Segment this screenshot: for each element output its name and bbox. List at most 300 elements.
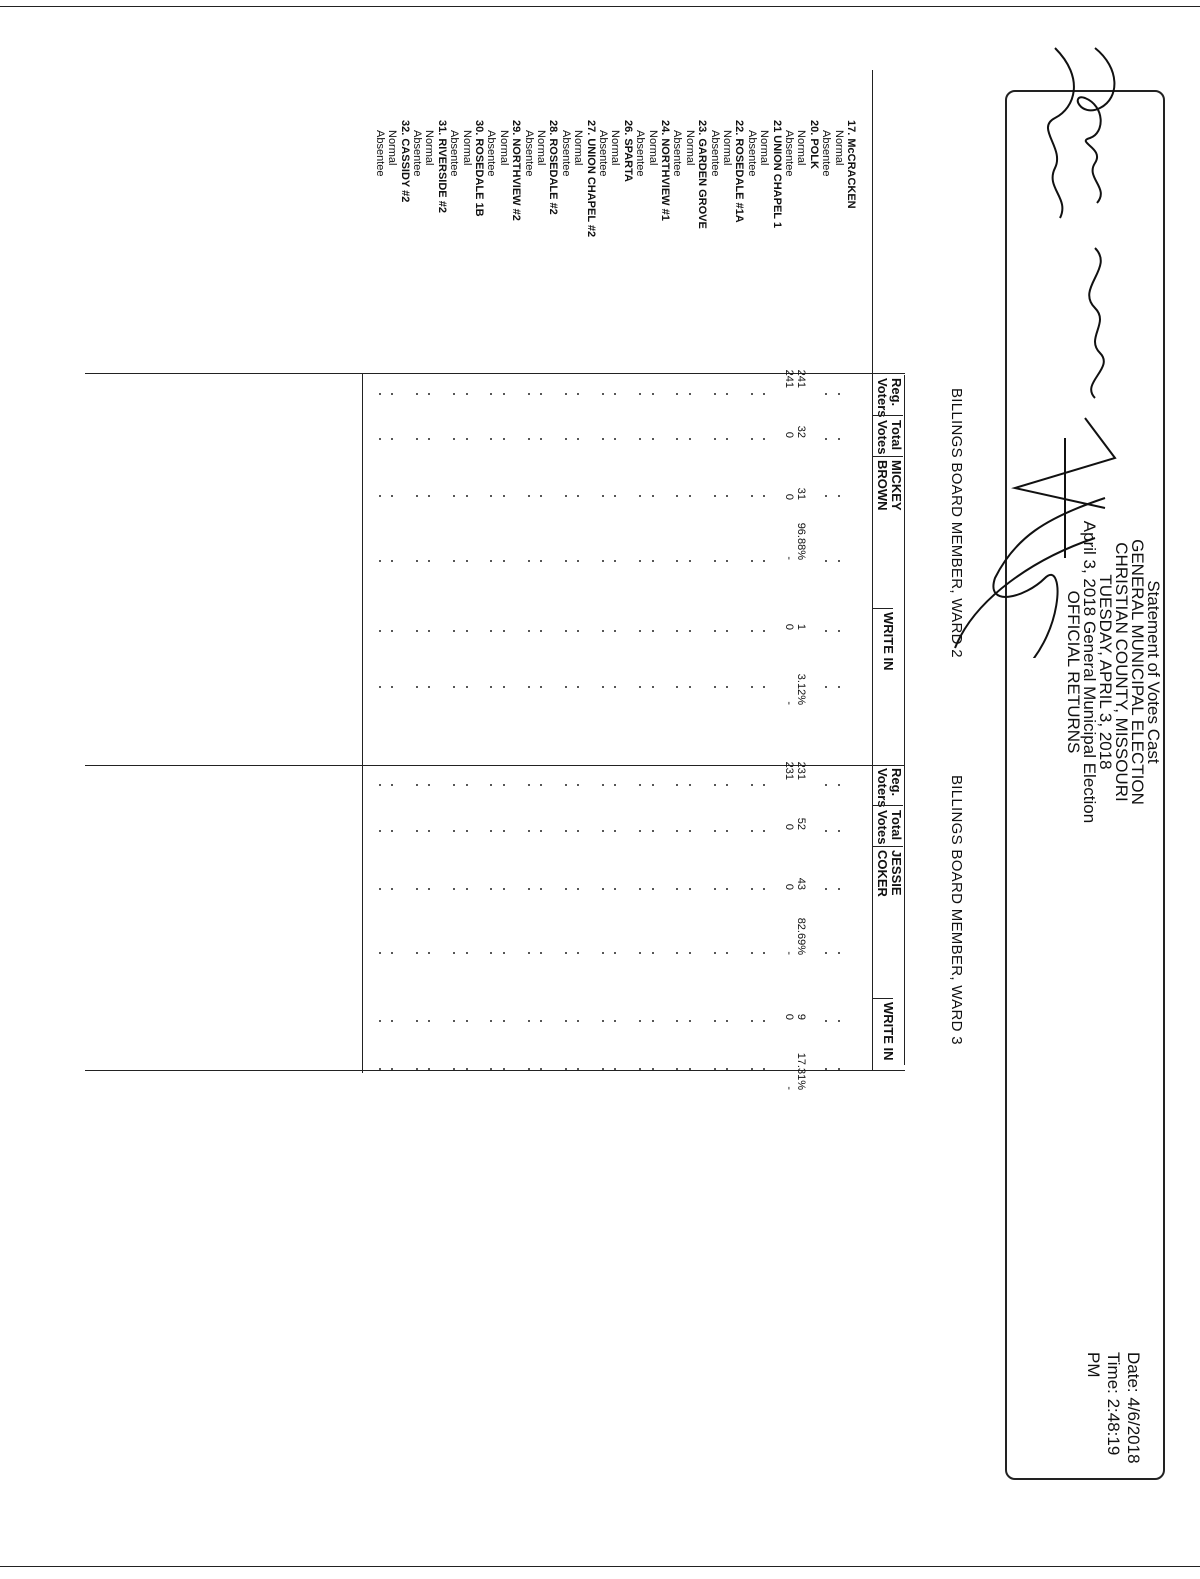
placeholder-dot [466, 686, 468, 688]
placeholder-dot [751, 393, 753, 395]
placeholder-dot [379, 888, 381, 890]
precinct-label: 17. McCRACKEN [845, 120, 857, 209]
placeholder-dot [565, 686, 567, 688]
placeholder-dot [763, 784, 765, 786]
placeholder-dot [503, 1020, 505, 1022]
placeholder-dot [453, 784, 455, 786]
placeholder-dot [652, 1068, 654, 1070]
placeholder-dot [428, 393, 430, 395]
header-rule [872, 70, 873, 1070]
placeholder-dot [565, 1068, 567, 1070]
placeholder-dot [528, 495, 530, 497]
placeholder-dot [714, 393, 716, 395]
placeholder-dot [602, 560, 604, 562]
placeholder-dot [689, 393, 691, 395]
placeholder-dot [825, 495, 827, 497]
placeholder-dot [689, 784, 691, 786]
placeholder-dot [577, 784, 579, 786]
placeholder-dot [453, 1020, 455, 1022]
placeholder-dot [453, 560, 455, 562]
vote-cell: - [783, 951, 795, 955]
placeholder-dot [614, 438, 616, 440]
placeholder-dot [639, 686, 641, 688]
placeholder-dot [379, 393, 381, 395]
placeholder-dot [602, 830, 604, 832]
row-sublabel: Absentee [559, 130, 572, 177]
placeholder-dot [825, 784, 827, 786]
placeholder-dot [490, 784, 492, 786]
placeholder-dot [838, 1068, 840, 1070]
placeholder-dot [528, 560, 530, 562]
placeholder-dot [714, 495, 716, 497]
placeholder-dot [602, 630, 604, 632]
placeholder-dot [751, 560, 753, 562]
placeholder-dot [453, 495, 455, 497]
column-header-top-rule [904, 375, 905, 1065]
placeholder-dot [714, 952, 716, 954]
placeholder-dot [503, 830, 505, 832]
placeholder-dot [565, 1020, 567, 1022]
placeholder-dot [689, 888, 691, 890]
placeholder-dot [763, 686, 765, 688]
row-sublabel: Absentee [783, 130, 795, 177]
placeholder-dot [391, 686, 393, 688]
placeholder-dot [503, 495, 505, 497]
report-date: Date: 4/6/2018 [1124, 1352, 1143, 1464]
placeholder-dot [416, 952, 418, 954]
row-sublabel: Absentee [448, 130, 461, 177]
placeholder-dot [577, 888, 579, 890]
placeholder-dot [602, 1020, 604, 1022]
placeholder-dot [565, 495, 567, 497]
placeholder-dot [503, 630, 505, 632]
placeholder-dot [751, 1020, 753, 1022]
placeholder-dot [751, 952, 753, 954]
placeholder-dot [466, 1068, 468, 1070]
placeholder-dot [528, 784, 530, 786]
placeholder-dot [391, 438, 393, 440]
placeholder-dot [540, 888, 542, 890]
precinct-label: 28. ROSEDALE #2 [547, 120, 560, 215]
placeholder-dot [466, 888, 468, 890]
placeholder-dot [565, 438, 567, 440]
signature-stroke [1089, 248, 1104, 398]
placeholder-dot [726, 393, 728, 395]
placeholder-dot [528, 686, 530, 688]
precinct-label: 27. UNION CHAPEL #2 [584, 120, 597, 238]
race-divider-right [85, 1070, 905, 1071]
placeholder-dot [751, 830, 753, 832]
placeholder-dot [428, 1020, 430, 1022]
placeholder-dot [391, 630, 393, 632]
col-total-votes: Total Votes [875, 420, 904, 455]
placeholder-dot [503, 393, 505, 395]
placeholder-dot [416, 495, 418, 497]
row-sublabel: Absentee [634, 130, 647, 177]
row-sublabel: Absentee [745, 130, 758, 177]
vote-cell: 231 [795, 761, 808, 780]
placeholder-dot [466, 830, 468, 832]
placeholder-dot [838, 952, 840, 954]
signature-scribbles [945, 38, 1125, 658]
title-line: Statement of Votes Cast [1144, 580, 1163, 764]
vote-cell: 241 [783, 369, 795, 388]
placeholder-dot [379, 686, 381, 688]
placeholder-dot [577, 560, 579, 562]
placeholder-dot [602, 784, 604, 786]
placeholder-dot [726, 952, 728, 954]
placeholder-dot [416, 1020, 418, 1022]
placeholder-dot [763, 495, 765, 497]
placeholder-dot [676, 630, 678, 632]
vote-cell: 231 [783, 761, 795, 780]
placeholder-dot [838, 560, 840, 562]
placeholder-dot [652, 952, 654, 954]
placeholder-dot [838, 438, 840, 440]
title-line: GENERAL MUNICIPAL ELECTION [1128, 539, 1147, 805]
placeholder-dot [689, 1020, 691, 1022]
placeholder-dot [540, 630, 542, 632]
placeholder-dot [490, 560, 492, 562]
placeholder-dot [379, 1020, 381, 1022]
placeholder-dot [577, 686, 579, 688]
placeholder-dot [453, 686, 455, 688]
placeholder-dot [490, 1020, 492, 1022]
row-sublabel: Absentee [708, 130, 721, 177]
placeholder-dot [391, 888, 393, 890]
placeholder-dot [689, 438, 691, 440]
placeholder-dot [689, 560, 691, 562]
placeholder-dot [528, 952, 530, 954]
vote-cell: 0 [783, 883, 795, 890]
vote-cell: 3.12% [795, 673, 808, 705]
placeholder-dot [379, 784, 381, 786]
placeholder-dot [714, 438, 716, 440]
placeholder-dot [614, 630, 616, 632]
vote-cell: 43 [795, 877, 808, 890]
rotated-report-page [35, 40, 1165, 1540]
placeholder-dot [602, 438, 604, 440]
placeholder-dot [639, 393, 641, 395]
placeholder-dot [689, 830, 691, 832]
vote-cell: 52 [795, 817, 808, 830]
placeholder-dot [503, 560, 505, 562]
placeholder-dot [503, 952, 505, 954]
placeholder-dot [528, 630, 530, 632]
placeholder-dot [577, 438, 579, 440]
placeholder-dot [602, 686, 604, 688]
placeholder-dot [428, 830, 430, 832]
placeholder-dot [614, 952, 616, 954]
placeholder-dot [577, 393, 579, 395]
row-sublabel: Absentee [522, 130, 535, 177]
placeholder-dot [726, 1020, 728, 1022]
col-sep [873, 415, 903, 416]
placeholder-dot [825, 438, 827, 440]
placeholder-dot [540, 393, 542, 395]
placeholder-dot [763, 393, 765, 395]
placeholder-dot [379, 630, 381, 632]
row-sublabel: Normal [646, 130, 659, 166]
signature-stroke [1048, 48, 1074, 218]
placeholder-dot [614, 784, 616, 786]
placeholder-dot [652, 560, 654, 562]
vote-cell: 17.31% [795, 1052, 808, 1090]
vote-cell: 96.88% [795, 522, 808, 560]
placeholder-dot [453, 438, 455, 440]
top-edge-line [0, 6, 1200, 7]
race-divider-mid [85, 765, 905, 766]
precinct-label: 30. ROSEDALE 1B [473, 120, 485, 217]
placeholder-dot [503, 686, 505, 688]
table-bottom-rule [362, 373, 363, 1073]
placeholder-dot [466, 560, 468, 562]
placeholder-dot [528, 830, 530, 832]
placeholder-dot [528, 393, 530, 395]
vote-cell: 241 [795, 369, 808, 388]
placeholder-dot [540, 1020, 542, 1022]
placeholder-dot [528, 888, 530, 890]
placeholder-dot [503, 784, 505, 786]
col-total-votes: Total Votes [875, 810, 904, 845]
row-sublabel: Normal [758, 130, 771, 166]
race-divider-left [85, 373, 905, 374]
placeholder-dot [825, 888, 827, 890]
placeholder-dot [503, 1068, 505, 1070]
row-sublabel: Absentee [485, 130, 498, 177]
placeholder-dot [825, 630, 827, 632]
placeholder-dot [565, 830, 567, 832]
placeholder-dot [726, 438, 728, 440]
vote-cell: 31 [795, 487, 808, 500]
vote-cell: 0 [783, 823, 795, 830]
placeholder-dot [466, 1020, 468, 1022]
col-candidate-brown: MICKEY BROWN [875, 460, 904, 511]
placeholder-dot [676, 686, 678, 688]
row-sublabel: Normal [609, 130, 622, 166]
placeholder-dot [577, 495, 579, 497]
placeholder-dot [714, 686, 716, 688]
row-sublabel: Normal [832, 130, 845, 166]
col-sep [873, 998, 893, 999]
placeholder-dot [428, 952, 430, 954]
precinct-label: 22. ROSEDALE #1A [733, 120, 746, 223]
precinct-label: 32. CASSIDY #2 [398, 120, 411, 203]
placeholder-dot [466, 952, 468, 954]
placeholder-dot [453, 393, 455, 395]
vote-cell: 0 [783, 493, 795, 500]
placeholder-dot [503, 888, 505, 890]
placeholder-dot [676, 952, 678, 954]
placeholder-dot [714, 888, 716, 890]
placeholder-dot [416, 1068, 418, 1070]
placeholder-dot [652, 686, 654, 688]
placeholder-dot [428, 686, 430, 688]
placeholder-dot [614, 1020, 616, 1022]
placeholder-dot [379, 1068, 381, 1070]
row-sublabel: Normal [795, 130, 808, 166]
placeholder-dot [639, 888, 641, 890]
placeholder-dot [416, 784, 418, 786]
row-sublabel: Normal [572, 130, 585, 166]
race-title-ward-2: BILLINGS BOARD MEMBER, WARD 2 [948, 388, 965, 658]
placeholder-dot [714, 830, 716, 832]
report-time: Time: 2:48:19 PM [1084, 1352, 1123, 1456]
signature-stroke [993, 498, 1105, 658]
placeholder-dot [416, 630, 418, 632]
placeholder-dot [565, 784, 567, 786]
placeholder-dot [565, 952, 567, 954]
placeholder-dot [825, 1020, 827, 1022]
placeholder-dot [726, 888, 728, 890]
row-sublabel: Absentee [411, 130, 423, 177]
title-line: TUESDAY, APRIL 3, 2018 [1096, 574, 1115, 770]
placeholder-dot [639, 1020, 641, 1022]
placeholder-dot [838, 630, 840, 632]
placeholder-dot [639, 438, 641, 440]
row-sublabel: Normal [683, 130, 696, 166]
placeholder-dot [689, 630, 691, 632]
vote-cell: 9 [795, 1013, 808, 1020]
placeholder-dot [652, 888, 654, 890]
placeholder-dot [676, 830, 678, 832]
placeholder-dot [565, 888, 567, 890]
placeholder-dot [614, 560, 616, 562]
placeholder-dot [639, 630, 641, 632]
row-sublabel: Absentee [671, 130, 684, 177]
placeholder-dot [763, 952, 765, 954]
placeholder-dot [652, 784, 654, 786]
precinct-label: 29. NORTHVIEW #2 [510, 120, 523, 221]
placeholder-dot [763, 830, 765, 832]
placeholder-dot [466, 784, 468, 786]
placeholder-dot [453, 630, 455, 632]
placeholder-dot [528, 1068, 530, 1070]
placeholder-dot [726, 784, 728, 786]
placeholder-dot [714, 784, 716, 786]
placeholder-dot [490, 393, 492, 395]
row-sublabel: Normal [535, 130, 547, 166]
vote-cell: - [783, 1086, 795, 1090]
placeholder-dot [838, 686, 840, 688]
placeholder-dot [490, 686, 492, 688]
placeholder-dot [602, 888, 604, 890]
placeholder-dot [676, 784, 678, 786]
placeholder-dot [602, 393, 604, 395]
col-sep [873, 456, 903, 457]
signature-stroke [955, 538, 1095, 648]
placeholder-dot [466, 495, 468, 497]
placeholder-dot [577, 830, 579, 832]
signature-stroke [1078, 48, 1115, 203]
col-writein: WRITE IN [881, 1002, 896, 1061]
placeholder-dot [652, 438, 654, 440]
signature-stroke [1015, 418, 1115, 558]
placeholder-dot [751, 1068, 753, 1070]
placeholder-dot [428, 560, 430, 562]
title-line: OFFICIAL RETURNS [1064, 590, 1083, 754]
placeholder-dot [428, 438, 430, 440]
placeholder-dot [838, 1020, 840, 1022]
placeholder-dot [676, 888, 678, 890]
precinct-label: 24. NORTHVIEW #1 [659, 120, 671, 221]
placeholder-dot [602, 495, 604, 497]
placeholder-dot [652, 393, 654, 395]
vote-cell: 0 [783, 431, 795, 438]
placeholder-dot [391, 393, 393, 395]
placeholder-dot [751, 630, 753, 632]
placeholder-dot [602, 1068, 604, 1070]
placeholder-dot [577, 630, 579, 632]
precinct-label: 26. SPARTA [621, 120, 634, 182]
vote-cell: 82.69% [795, 917, 808, 955]
placeholder-dot [565, 393, 567, 395]
placeholder-dot [416, 830, 418, 832]
col-reg-voters: Reg. Voters [875, 378, 904, 418]
placeholder-dot [540, 495, 542, 497]
placeholder-dot [639, 784, 641, 786]
placeholder-dot [838, 888, 840, 890]
vote-cell: - [783, 556, 795, 560]
placeholder-dot [466, 393, 468, 395]
placeholder-dot [825, 952, 827, 954]
placeholder-dot [614, 830, 616, 832]
placeholder-dot [676, 393, 678, 395]
placeholder-dot [391, 560, 393, 562]
placeholder-dot [565, 630, 567, 632]
placeholder-dot [416, 686, 418, 688]
placeholder-dot [676, 560, 678, 562]
placeholder-dot [379, 495, 381, 497]
placeholder-dot [726, 630, 728, 632]
placeholder-dot [825, 686, 827, 688]
placeholder-dot [639, 495, 641, 497]
vote-cell: 0 [783, 1013, 795, 1020]
placeholder-dot [751, 888, 753, 890]
placeholder-dot [763, 1020, 765, 1022]
placeholder-dot [540, 830, 542, 832]
placeholder-dot [528, 438, 530, 440]
placeholder-dot [540, 438, 542, 440]
placeholder-dot [416, 888, 418, 890]
placeholder-dot [577, 1020, 579, 1022]
placeholder-dot [763, 888, 765, 890]
placeholder-dot [453, 830, 455, 832]
placeholder-dot [825, 830, 827, 832]
precinct-label: 20. POLK [807, 120, 820, 169]
placeholder-dot [838, 830, 840, 832]
placeholder-dot [676, 1020, 678, 1022]
placeholder-dot [490, 495, 492, 497]
placeholder-dot [490, 438, 492, 440]
placeholder-dot [825, 393, 827, 395]
precinct-label: 31. RIVERSIDE #2 [435, 120, 448, 213]
placeholder-dot [577, 952, 579, 954]
placeholder-dot [453, 952, 455, 954]
placeholder-dot [490, 888, 492, 890]
placeholder-dot [466, 438, 468, 440]
vote-cell: 32 [795, 425, 808, 438]
placeholder-dot [416, 393, 418, 395]
col-sep [873, 805, 903, 806]
placeholder-dot [689, 495, 691, 497]
placeholder-dot [751, 438, 753, 440]
row-sublabel: Absentee [373, 130, 386, 177]
row-sublabel: Normal [386, 130, 399, 166]
placeholder-dot [379, 438, 381, 440]
placeholder-dot [379, 560, 381, 562]
row-sublabel: Normal [721, 130, 733, 166]
